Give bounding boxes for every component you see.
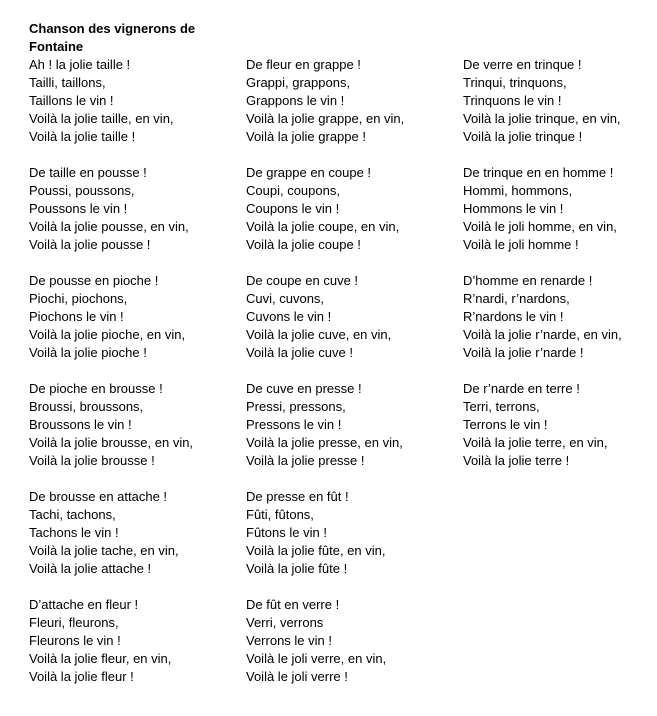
column-3	[463, 56, 657, 488]
verse-line: Fleurons le vin !	[29, 633, 121, 648]
stanza	[463, 380, 657, 470]
stanza	[463, 164, 657, 254]
verse-line: Voilà la jolie pioche !	[29, 345, 147, 360]
verse-line: De pioche en brousse !	[29, 381, 163, 396]
verse-line: De verre en trinque !	[463, 57, 582, 72]
verse-line: Voilà le joli homme, en vin,	[463, 219, 617, 234]
verse-line: De fût en verre !	[246, 597, 340, 612]
verse-line: Voilà la jolie trinque, en vin,	[463, 111, 621, 126]
verse-line: Fleuri, fleurons,	[29, 615, 119, 630]
verse-line: Tailli, taillons,	[29, 75, 106, 90]
verse-line: Voilà la jolie fleur !	[29, 669, 134, 684]
verse-line: Voilà le joli verre, en vin,	[246, 651, 387, 666]
verse-line: Voilà la jolie taille, en vin,	[29, 111, 174, 126]
column-1-stanzas	[29, 56, 239, 686]
column-2	[246, 56, 456, 704]
verse-line: Voilà le joli homme !	[463, 237, 579, 252]
verse-line: De pousse en pioche !	[29, 273, 159, 288]
verse-line: Coupons le vin !	[246, 201, 340, 216]
verse-line: De cuve en presse !	[246, 381, 362, 396]
verse-line: De r’narde en terre !	[463, 381, 580, 396]
verse-line: Voilà la jolie brousse !	[29, 453, 155, 468]
verse-line: D’homme en renarde !	[463, 273, 593, 288]
verse-line: Voilà la jolie attache !	[29, 561, 152, 576]
verse-line: D’attache en fleur !	[29, 597, 139, 612]
verse-line: Grappons le vin !	[246, 93, 345, 108]
verse-line: Poussi, poussons,	[29, 183, 135, 198]
verse-line: Voilà la jolie r’narde, en vin,	[463, 327, 622, 342]
verse-line: Broussi, broussons,	[29, 399, 144, 414]
verse-line: Voilà la jolie coupe, en vin,	[246, 219, 400, 234]
stanza	[463, 272, 657, 362]
stanza	[29, 164, 239, 254]
verse-line: Voilà la jolie fleur, en vin,	[29, 651, 172, 666]
verse-line: Voilà la jolie terre !	[463, 453, 570, 468]
verse-line: Ah ! la jolie taille !	[29, 57, 131, 72]
verse-line: Fûtons le vin !	[246, 525, 327, 540]
verse-line: Voilà la jolie pioche, en vin,	[29, 327, 186, 342]
verse-line: Trinqui, trinquons,	[463, 75, 567, 90]
verse-line: Voilà le joli verre !	[246, 669, 348, 684]
verse-line: Pressi, pressons,	[246, 399, 346, 414]
stanza	[246, 164, 456, 254]
verse-line: Voilà la jolie brousse, en vin,	[29, 435, 194, 450]
stanza	[29, 56, 239, 146]
verse-line: Voilà la jolie grappe !	[246, 129, 366, 144]
column-2-stanzas	[246, 56, 456, 686]
verse-line: Voilà la jolie coupe !	[246, 237, 361, 252]
verse-line: Fûti, fûtons,	[246, 507, 314, 522]
verse-line: R’nardi, r’nardons,	[463, 291, 570, 306]
verse-line: Voilà la jolie tache, en vin,	[29, 543, 179, 558]
verse-line: Verrons le vin !	[246, 633, 332, 648]
verse-line: Coupi, coupons,	[246, 183, 340, 198]
column-3-stanzas	[463, 56, 657, 470]
verse-line: De grappe en coupe !	[246, 165, 372, 180]
verse-line: Taillons le vin !	[29, 93, 114, 108]
verse-line: De presse en fût !	[246, 489, 349, 504]
stanza	[29, 380, 239, 470]
verse-line: Hommi, hommons,	[463, 183, 573, 198]
stanza	[246, 596, 456, 686]
verse-line: Piochons le vin !	[29, 309, 124, 324]
verse-line: Cuvi, cuvons,	[246, 291, 325, 306]
verse-line: Cuvons le vin !	[246, 309, 332, 324]
verse-line: Pressons le vin !	[246, 417, 342, 432]
verse-line: Trinquons le vin !	[463, 93, 562, 108]
verse-line: Tachons le vin !	[29, 525, 119, 540]
verse-line: R’nardons le vin !	[463, 309, 564, 324]
verse-line: Voilà la jolie terre, en vin,	[463, 435, 608, 450]
verse-line: De taille en pousse !	[29, 165, 147, 180]
verse-line: Tachi, tachons,	[29, 507, 116, 522]
verse-line: De coupe en cuve !	[246, 273, 359, 288]
stanza	[246, 488, 456, 578]
verse-line: De brousse en attache !	[29, 489, 168, 504]
verse-line: Voilà la jolie pousse, en vin,	[29, 219, 189, 234]
verse-line: Broussons le vin !	[29, 417, 132, 432]
verse-line: De fleur en grappe !	[246, 57, 361, 72]
verse-line: Terrons le vin !	[463, 417, 548, 432]
song-title: Chanson des vignerons de Fontaine	[29, 21, 196, 54]
verse-line: De trinque en en homme !	[463, 165, 614, 180]
stanza	[463, 56, 657, 146]
verse-line: Voilà la jolie cuve !	[246, 345, 353, 360]
verse-line: Voilà la jolie taille !	[29, 129, 136, 144]
verse-line: Verri, verrons	[246, 615, 324, 630]
verse-line: Voilà la jolie pousse !	[29, 237, 151, 252]
stanza	[29, 596, 239, 686]
verse-line: Poussons le vin !	[29, 201, 128, 216]
verse-line: Voilà la jolie cuve, en vin,	[246, 327, 392, 342]
verse-line: Terri, terrons,	[463, 399, 540, 414]
verse-line: Voilà la jolie fûte !	[246, 561, 348, 576]
stanza	[246, 272, 456, 362]
verse-line: Grappi, grappons,	[246, 75, 351, 90]
stanza	[246, 56, 456, 146]
verse-line: Voilà la jolie grappe, en vin,	[246, 111, 405, 126]
verse-line: Hommons le vin !	[463, 201, 564, 216]
stanza	[246, 380, 456, 470]
stanza	[29, 272, 239, 362]
stanza	[29, 488, 239, 578]
verse-line: Voilà la jolie trinque !	[463, 129, 583, 144]
verse-line: Voilà la jolie presse !	[246, 453, 365, 468]
column-1	[29, 20, 239, 704]
verse-line: Voilà la jolie fûte, en vin,	[246, 543, 386, 558]
verse-line: Voilà la jolie presse, en vin,	[246, 435, 403, 450]
verse-line: Piochi, piochons,	[29, 291, 128, 306]
verse-line: Voilà la jolie r’narde !	[463, 345, 584, 360]
